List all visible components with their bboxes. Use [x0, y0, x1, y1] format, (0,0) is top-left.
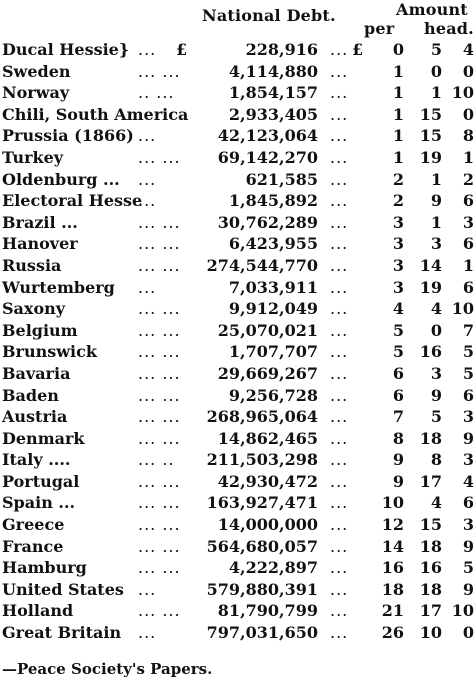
leader-dots: ... [138, 169, 157, 189]
leader-dots: ... [330, 212, 349, 232]
shillings-per-head: 15 [419, 515, 442, 535]
country-name: Norway [2, 83, 70, 103]
country-name: France [2, 536, 64, 556]
shillings-per-head: 17 [419, 601, 442, 621]
national-debt-header: National Debt. [202, 6, 336, 25]
leader-dots: ... ... [138, 428, 181, 448]
national-debt-value: 564,680,057 [206, 536, 318, 556]
table-row [0, 104, 476, 126]
national-debt-value: 81,790,799 [217, 601, 318, 621]
leader-dots: ... [330, 601, 349, 621]
pounds-per-head: 1 [392, 61, 404, 81]
pounds-per-head: 3 [392, 212, 404, 232]
country-name: Prussia (1866) [2, 126, 134, 146]
pounds-per-head: 0 [392, 40, 404, 59]
pounds-per-head: 1 [392, 104, 404, 124]
table-row [0, 363, 476, 385]
table-row [0, 61, 476, 83]
head-header: head. [424, 19, 474, 38]
shillings-per-head: 9 [430, 191, 442, 211]
leader-dots: ... [330, 363, 349, 383]
leader-dots: ... ... [138, 601, 181, 621]
leader-dots: ... [138, 126, 157, 146]
leader-dots: ... [330, 428, 349, 448]
shillings-per-head: 3 [430, 363, 442, 383]
country-name: Spain ... [2, 493, 76, 513]
leader-dots: ... [330, 234, 349, 254]
pounds-per-head: 14 [381, 536, 404, 556]
country-name: Greece [2, 515, 65, 535]
pounds-per-head: 5 [392, 320, 404, 340]
pounds-per-head: 1 [392, 126, 404, 146]
country-name: Denmark [2, 428, 85, 448]
national-debt-value: 1,854,157 [228, 83, 318, 103]
country-name: Chili, South America [2, 104, 189, 124]
country-name: Great Britain [2, 623, 122, 643]
leader-dots: ... ... [138, 61, 181, 81]
national-debt-value: 42,930,472 [217, 471, 318, 491]
pounds-per-head: 21 [381, 601, 404, 621]
pence-per-head: 6 [462, 234, 474, 254]
national-debt-value: 211,503,298 [206, 450, 318, 470]
national-debt-value: 6,423,955 [228, 234, 318, 254]
country-name: Russia [2, 255, 62, 275]
leader-dots: ... [330, 558, 349, 578]
pounds-per-head: 4 [392, 299, 404, 319]
shillings-per-head: 5 [430, 40, 442, 59]
shillings-per-head: 5 [430, 407, 442, 427]
shillings-per-head: 19 [419, 277, 442, 297]
country-name: Belgium [2, 320, 78, 340]
leader-dots: ... ... [138, 536, 181, 556]
country-name: Electoral Hesse [2, 191, 143, 211]
pence-per-head: 6 [462, 191, 474, 211]
shillings-per-head: 1 [430, 212, 442, 232]
country-name: Holland [2, 601, 74, 621]
national-debt-value: 30,762,289 [217, 212, 318, 232]
currency-symbol: £ [176, 40, 188, 59]
pence-per-head: 9 [462, 579, 474, 599]
pounds-per-head: 12 [381, 515, 404, 535]
pounds-per-head: 2 [392, 169, 404, 189]
leader-dots: .. ... [138, 83, 175, 103]
leader-dots: ... ... [138, 363, 181, 383]
leader-dots: ... ... [138, 255, 181, 275]
national-debt-value: 163,927,471 [206, 493, 318, 513]
pence-per-head: 5 [462, 558, 474, 578]
table-row [0, 147, 476, 169]
table-row [0, 233, 476, 255]
pence-per-head: 10 [451, 601, 474, 621]
table-row [0, 536, 476, 558]
national-debt-value: 1,707,707 [228, 342, 318, 362]
table-row [0, 212, 476, 234]
pence-per-head: 9 [462, 428, 474, 448]
pence-per-head: 4 [462, 40, 474, 59]
leader-dots: ... [330, 407, 349, 427]
leader-dots: ... [330, 61, 349, 81]
pounds-per-head: 1 [392, 147, 404, 167]
leader-dots: ... [330, 255, 349, 275]
national-debt-value: 797,031,650 [206, 623, 318, 643]
shillings-per-head: 1 [430, 169, 442, 189]
pounds-per-head: 3 [392, 277, 404, 297]
table-row [0, 255, 476, 277]
per-header: per [364, 19, 395, 38]
leader-dots: ... [330, 169, 349, 189]
national-debt-value: 29,669,267 [217, 363, 318, 383]
pence-per-head: 10 [451, 299, 474, 319]
shillings-per-head: 18 [419, 579, 442, 599]
pence-per-head: 8 [462, 126, 474, 146]
pence-per-head: 0 [462, 104, 474, 124]
country-name: Hamburg [2, 558, 87, 578]
leader-dots: ... ... [138, 234, 181, 254]
pence-per-head: 5 [462, 342, 474, 362]
shillings-per-head: 18 [419, 536, 442, 556]
pence-per-head: 0 [462, 61, 474, 81]
country-name: Brunswick [2, 342, 97, 362]
leader-dots: ... ... [138, 342, 181, 362]
table-row [0, 514, 476, 536]
table-row [0, 82, 476, 104]
pounds-per-head: 10 [381, 493, 404, 513]
table-row [0, 406, 476, 428]
pence-per-head: 3 [462, 450, 474, 470]
leader-dots: ... ... [138, 558, 181, 578]
national-debt-value: 4,114,880 [228, 61, 318, 81]
national-debt-value: 1,845,892 [228, 191, 318, 211]
leader-dots: ... ... [138, 493, 181, 513]
national-debt-value: 7,033,911 [228, 277, 318, 297]
source-citation: —Peace Society's Papers. [2, 660, 213, 678]
currency-symbol: £ [352, 40, 364, 59]
shillings-per-head: 16 [419, 342, 442, 362]
leader-dots: ... [330, 515, 349, 535]
table-row [0, 125, 476, 147]
national-debt-value: 9,256,728 [228, 385, 318, 405]
shillings-per-head: 3 [430, 234, 442, 254]
national-debt-value: 14,862,465 [217, 428, 318, 448]
leader-dots: ... [330, 277, 349, 297]
table-row [0, 428, 476, 450]
pence-per-head: 1 [462, 255, 474, 275]
shillings-per-head: 15 [419, 104, 442, 124]
shillings-per-head: 14 [419, 255, 442, 275]
leader-dots: ... [330, 126, 349, 146]
leader-dots: ... [330, 40, 349, 59]
leader-dots: ... .. [138, 450, 175, 470]
pence-per-head: 6 [462, 385, 474, 405]
pence-per-head: 10 [451, 83, 474, 103]
table-row [0, 320, 476, 342]
country-name: Ducal Hessie} [2, 40, 130, 59]
national-debt-value: 274,544,770 [206, 255, 318, 275]
pounds-per-head: 1 [392, 83, 404, 103]
national-debt-value: 42,123,064 [217, 126, 318, 146]
shillings-per-head: 15 [419, 126, 442, 146]
country-name: Brazil ... [2, 212, 78, 232]
pence-per-head: 0 [462, 623, 474, 643]
national-debt-value: 2,933,405 [228, 104, 318, 124]
amount-header: Amount [396, 0, 468, 19]
national-debt-value: 228,916 [245, 40, 318, 59]
leader-dots: ... [330, 320, 349, 340]
pence-per-head: 7 [462, 320, 474, 340]
shillings-per-head: 8 [430, 450, 442, 470]
table-row [0, 557, 476, 579]
leader-dots: ... [330, 147, 349, 167]
leader-dots: ... [138, 277, 157, 297]
country-name: Hanover [2, 234, 78, 254]
leader-dots: ... [330, 493, 349, 513]
shillings-per-head: 18 [419, 428, 442, 448]
leader-dots: ... [330, 342, 349, 362]
shillings-per-head: 9 [430, 385, 442, 405]
country-name: Austria [2, 407, 68, 427]
leader-dots: ... ... [138, 407, 181, 427]
national-debt-value: 621,585 [245, 169, 318, 189]
leader-dots: ... [330, 450, 349, 470]
country-name: Saxony [2, 299, 66, 319]
country-name: Oldenburg ... [2, 169, 120, 189]
debt-table [0, 39, 476, 644]
leader-dots: ... ... [138, 320, 181, 340]
leader-dots: ... ... [138, 471, 181, 491]
pounds-per-head: 3 [392, 255, 404, 275]
table-row [0, 600, 476, 622]
national-debt-value: 9,912,049 [228, 299, 318, 319]
leader-dots: ... ... [138, 515, 181, 535]
pounds-per-head: 6 [392, 363, 404, 383]
table-row [0, 341, 476, 363]
leader-dots: ... [330, 191, 349, 211]
leader-dots: ... [138, 579, 157, 599]
leader-dots: ... [138, 623, 157, 643]
pence-per-head: 9 [462, 536, 474, 556]
table-row [0, 385, 476, 407]
pounds-per-head: 8 [392, 428, 404, 448]
country-name: Portugal [2, 471, 80, 491]
leader-dots: ... ... [138, 147, 181, 167]
leader-dots: ... [330, 579, 349, 599]
leader-dots: ... [330, 536, 349, 556]
country-name: Turkey [2, 147, 64, 167]
national-debt-value: 69,142,270 [217, 147, 318, 167]
country-name: Italy .... [2, 450, 71, 470]
pence-per-head: 2 [462, 169, 474, 189]
national-debt-value: 4,222,897 [228, 558, 318, 578]
pence-per-head: 5 [462, 363, 474, 383]
table-row [0, 298, 476, 320]
leader-dots: ... [330, 104, 349, 124]
pounds-per-head: 3 [392, 234, 404, 254]
national-debt-value: 25,070,021 [217, 320, 318, 340]
leader-dots: ... ... [138, 299, 181, 319]
pounds-per-head: 5 [392, 342, 404, 362]
pence-per-head: 6 [462, 493, 474, 513]
leader-dots: ... [330, 471, 349, 491]
country-name: Sweden [2, 61, 71, 81]
national-debt-value: 14,000,000 [217, 515, 318, 535]
table-row [0, 579, 476, 601]
leader-dots: ... ... [138, 385, 181, 405]
shillings-per-head: 19 [419, 147, 442, 167]
leader-dots: ... [330, 385, 349, 405]
pounds-per-head: 2 [392, 191, 404, 211]
national-debt-value: 268,965,064 [206, 407, 318, 427]
shillings-per-head: 16 [419, 558, 442, 578]
leader-dots: ... [330, 623, 349, 643]
leader-dots: ... [330, 83, 349, 103]
country-name: Bavaria [2, 363, 71, 383]
shillings-per-head: 17 [419, 471, 442, 491]
shillings-per-head: 0 [430, 61, 442, 81]
pence-per-head: 1 [462, 147, 474, 167]
pence-per-head: 4 [462, 471, 474, 491]
pounds-per-head: 9 [392, 471, 404, 491]
pounds-per-head: 26 [381, 623, 404, 643]
leader-dots: ... [330, 299, 349, 319]
pounds-per-head: 16 [381, 558, 404, 578]
shillings-per-head: 10 [419, 623, 442, 643]
table-row [0, 471, 476, 493]
leader-dots: ... [138, 40, 157, 59]
leader-dots: ... ... [138, 212, 181, 232]
table-row [0, 622, 476, 644]
table-row [0, 492, 476, 514]
table-row [0, 449, 476, 471]
table-row [0, 190, 476, 212]
shillings-per-head: 4 [430, 299, 442, 319]
table-row [0, 169, 476, 191]
shillings-per-head: 0 [430, 320, 442, 340]
pounds-per-head: 9 [392, 450, 404, 470]
national-debt-value: 579,880,391 [206, 579, 318, 599]
pounds-per-head: 6 [392, 385, 404, 405]
leader-dots: ... [138, 191, 157, 211]
pence-per-head: 3 [462, 212, 474, 232]
pounds-per-head: 18 [381, 579, 404, 599]
pence-per-head: 6 [462, 277, 474, 297]
country-name: United States [2, 579, 124, 599]
shillings-per-head: 4 [430, 493, 442, 513]
pence-per-head: 3 [462, 407, 474, 427]
pence-per-head: 3 [462, 515, 474, 535]
table-row [0, 277, 476, 299]
shillings-per-head: 1 [430, 83, 442, 103]
pounds-per-head: 7 [392, 407, 404, 427]
table-row [0, 39, 476, 61]
country-name: Baden [2, 385, 59, 405]
country-name: Wurtemberg [2, 277, 115, 297]
